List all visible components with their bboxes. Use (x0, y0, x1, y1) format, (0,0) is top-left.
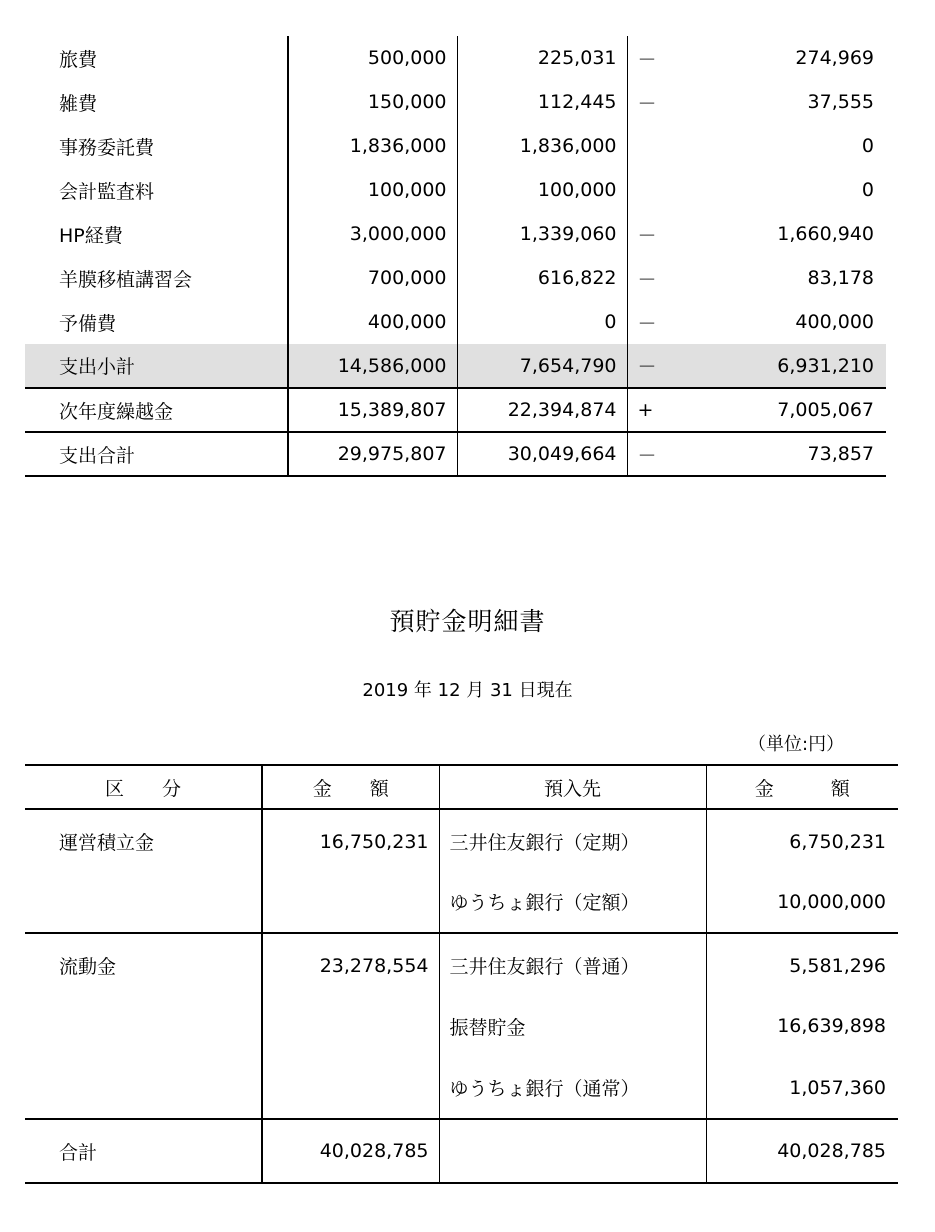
total-bank-amount: 40,028,785 (706, 1119, 898, 1183)
table-row (25, 995, 898, 1057)
total-bank (439, 1119, 706, 1183)
bank-name: 振替貯金 (439, 995, 706, 1057)
actual-amount: 0 (457, 300, 627, 344)
actual-amount: 616,822 (457, 256, 627, 300)
category-name: 流動金 (59, 956, 117, 978)
difference-amount: 400,000 (795, 311, 874, 333)
category-amount: 16,750,231 (262, 809, 439, 871)
table-row (25, 1057, 898, 1119)
table-row (25, 809, 898, 871)
total-difference: 73,857 (673, 432, 886, 476)
difference-amount: 0 (861, 179, 874, 201)
carryover-budget: 15,389,807 (288, 388, 457, 432)
subtotal-actual: 7,654,790 (457, 344, 627, 388)
difference-amount: 1,660,940 (777, 223, 874, 245)
difference-sign: － (627, 36, 673, 80)
bank-amount: 10,000,000 (706, 871, 898, 933)
header-amount: 金 額 (262, 765, 439, 809)
bank-name: 三井住友銀行（普通） (439, 933, 706, 995)
total-row (25, 432, 886, 476)
carryover-difference: 7,005,067 (673, 388, 886, 432)
item-name: 旅費 (59, 48, 98, 71)
item-name: 会計監査料 (59, 180, 155, 203)
subtotal-row (25, 344, 886, 388)
bank-amount: 1,057,360 (706, 1057, 898, 1119)
difference-amount: 274,969 (795, 47, 874, 69)
carryover-label: 次年度繰越金 (25, 388, 288, 432)
difference-sign: － (627, 80, 673, 124)
total-amount: 40,028,785 (262, 1119, 439, 1183)
expense-budget-table (25, 36, 886, 477)
item-name: HP経費 (59, 224, 123, 247)
item-name: 羊膜移植講習会 (59, 268, 193, 291)
bank-amount: 16,639,898 (706, 995, 898, 1057)
total-label: 合計 (59, 1141, 98, 1164)
table-row (25, 124, 886, 168)
actual-amount: 1,836,000 (457, 124, 627, 168)
budget-amount: 500,000 (288, 36, 457, 80)
bank-amount: 6,750,231 (706, 809, 898, 871)
item-name: 事務委託費 (59, 136, 155, 159)
total-budget: 29,975,807 (288, 432, 457, 476)
subtotal-label: 支出小計 (25, 344, 288, 388)
budget-amount: 700,000 (288, 256, 457, 300)
table-row (25, 933, 898, 995)
difference-sign: － (627, 300, 673, 344)
subtotal-budget: 14,586,000 (288, 344, 457, 388)
table-row (25, 80, 886, 124)
difference-sign (627, 168, 673, 212)
difference-sign: － (627, 256, 673, 300)
bank-name: ゆうちょ銀行（通常） (439, 1057, 706, 1119)
category-name: 運営積立金 (59, 832, 155, 854)
budget-amount: 400,000 (288, 300, 457, 344)
actual-amount: 1,339,060 (457, 212, 627, 256)
item-name: 予備費 (59, 312, 117, 335)
bank-name: ゆうちょ銀行（定額） (439, 871, 706, 933)
item-name: 雑費 (59, 92, 98, 115)
table-row (25, 871, 898, 933)
deposit-statement-title: 預貯金明細書 (389, 607, 546, 636)
table-row (25, 300, 886, 344)
table-row (25, 212, 886, 256)
total-sign: － (627, 432, 673, 476)
difference-sign: － (627, 212, 673, 256)
header-category: 区 分 (25, 765, 262, 809)
actual-amount: 100,000 (457, 168, 627, 212)
header-bank: 預入先 (439, 765, 706, 809)
header-row (25, 765, 898, 809)
deposit-total-row (25, 1119, 898, 1183)
budget-amount: 100,000 (288, 168, 457, 212)
category-amount: 23,278,554 (262, 933, 439, 995)
bank-name: 三井住友銀行（定期） (439, 809, 706, 871)
statement-date: 2019 年 12 月 31 日現在 (362, 680, 573, 701)
total-label: 支出合計 (25, 432, 288, 476)
table-row (25, 256, 886, 300)
difference-amount: 83,178 (807, 267, 874, 289)
carryover-actual: 22,394,874 (457, 388, 627, 432)
unit-label: （単位:円） (748, 734, 845, 755)
actual-amount: 225,031 (457, 36, 627, 80)
table-row (25, 36, 886, 80)
budget-amount: 3,000,000 (288, 212, 457, 256)
header-bank-amount: 金 額 (706, 765, 898, 809)
actual-amount: 112,445 (457, 80, 627, 124)
subtotal-difference: 6,931,210 (673, 344, 886, 388)
budget-amount: 150,000 (288, 80, 457, 124)
difference-sign (627, 124, 673, 168)
deposit-detail-table (25, 764, 898, 1184)
bank-amount: 5,581,296 (706, 933, 898, 995)
carryover-sign: + (627, 388, 673, 432)
budget-amount: 1,836,000 (288, 124, 457, 168)
total-actual: 30,049,664 (457, 432, 627, 476)
table-row (25, 168, 886, 212)
difference-amount: 37,555 (807, 91, 874, 113)
difference-amount: 0 (861, 135, 874, 157)
subtotal-sign: － (627, 344, 673, 388)
carryover-row (25, 388, 886, 432)
